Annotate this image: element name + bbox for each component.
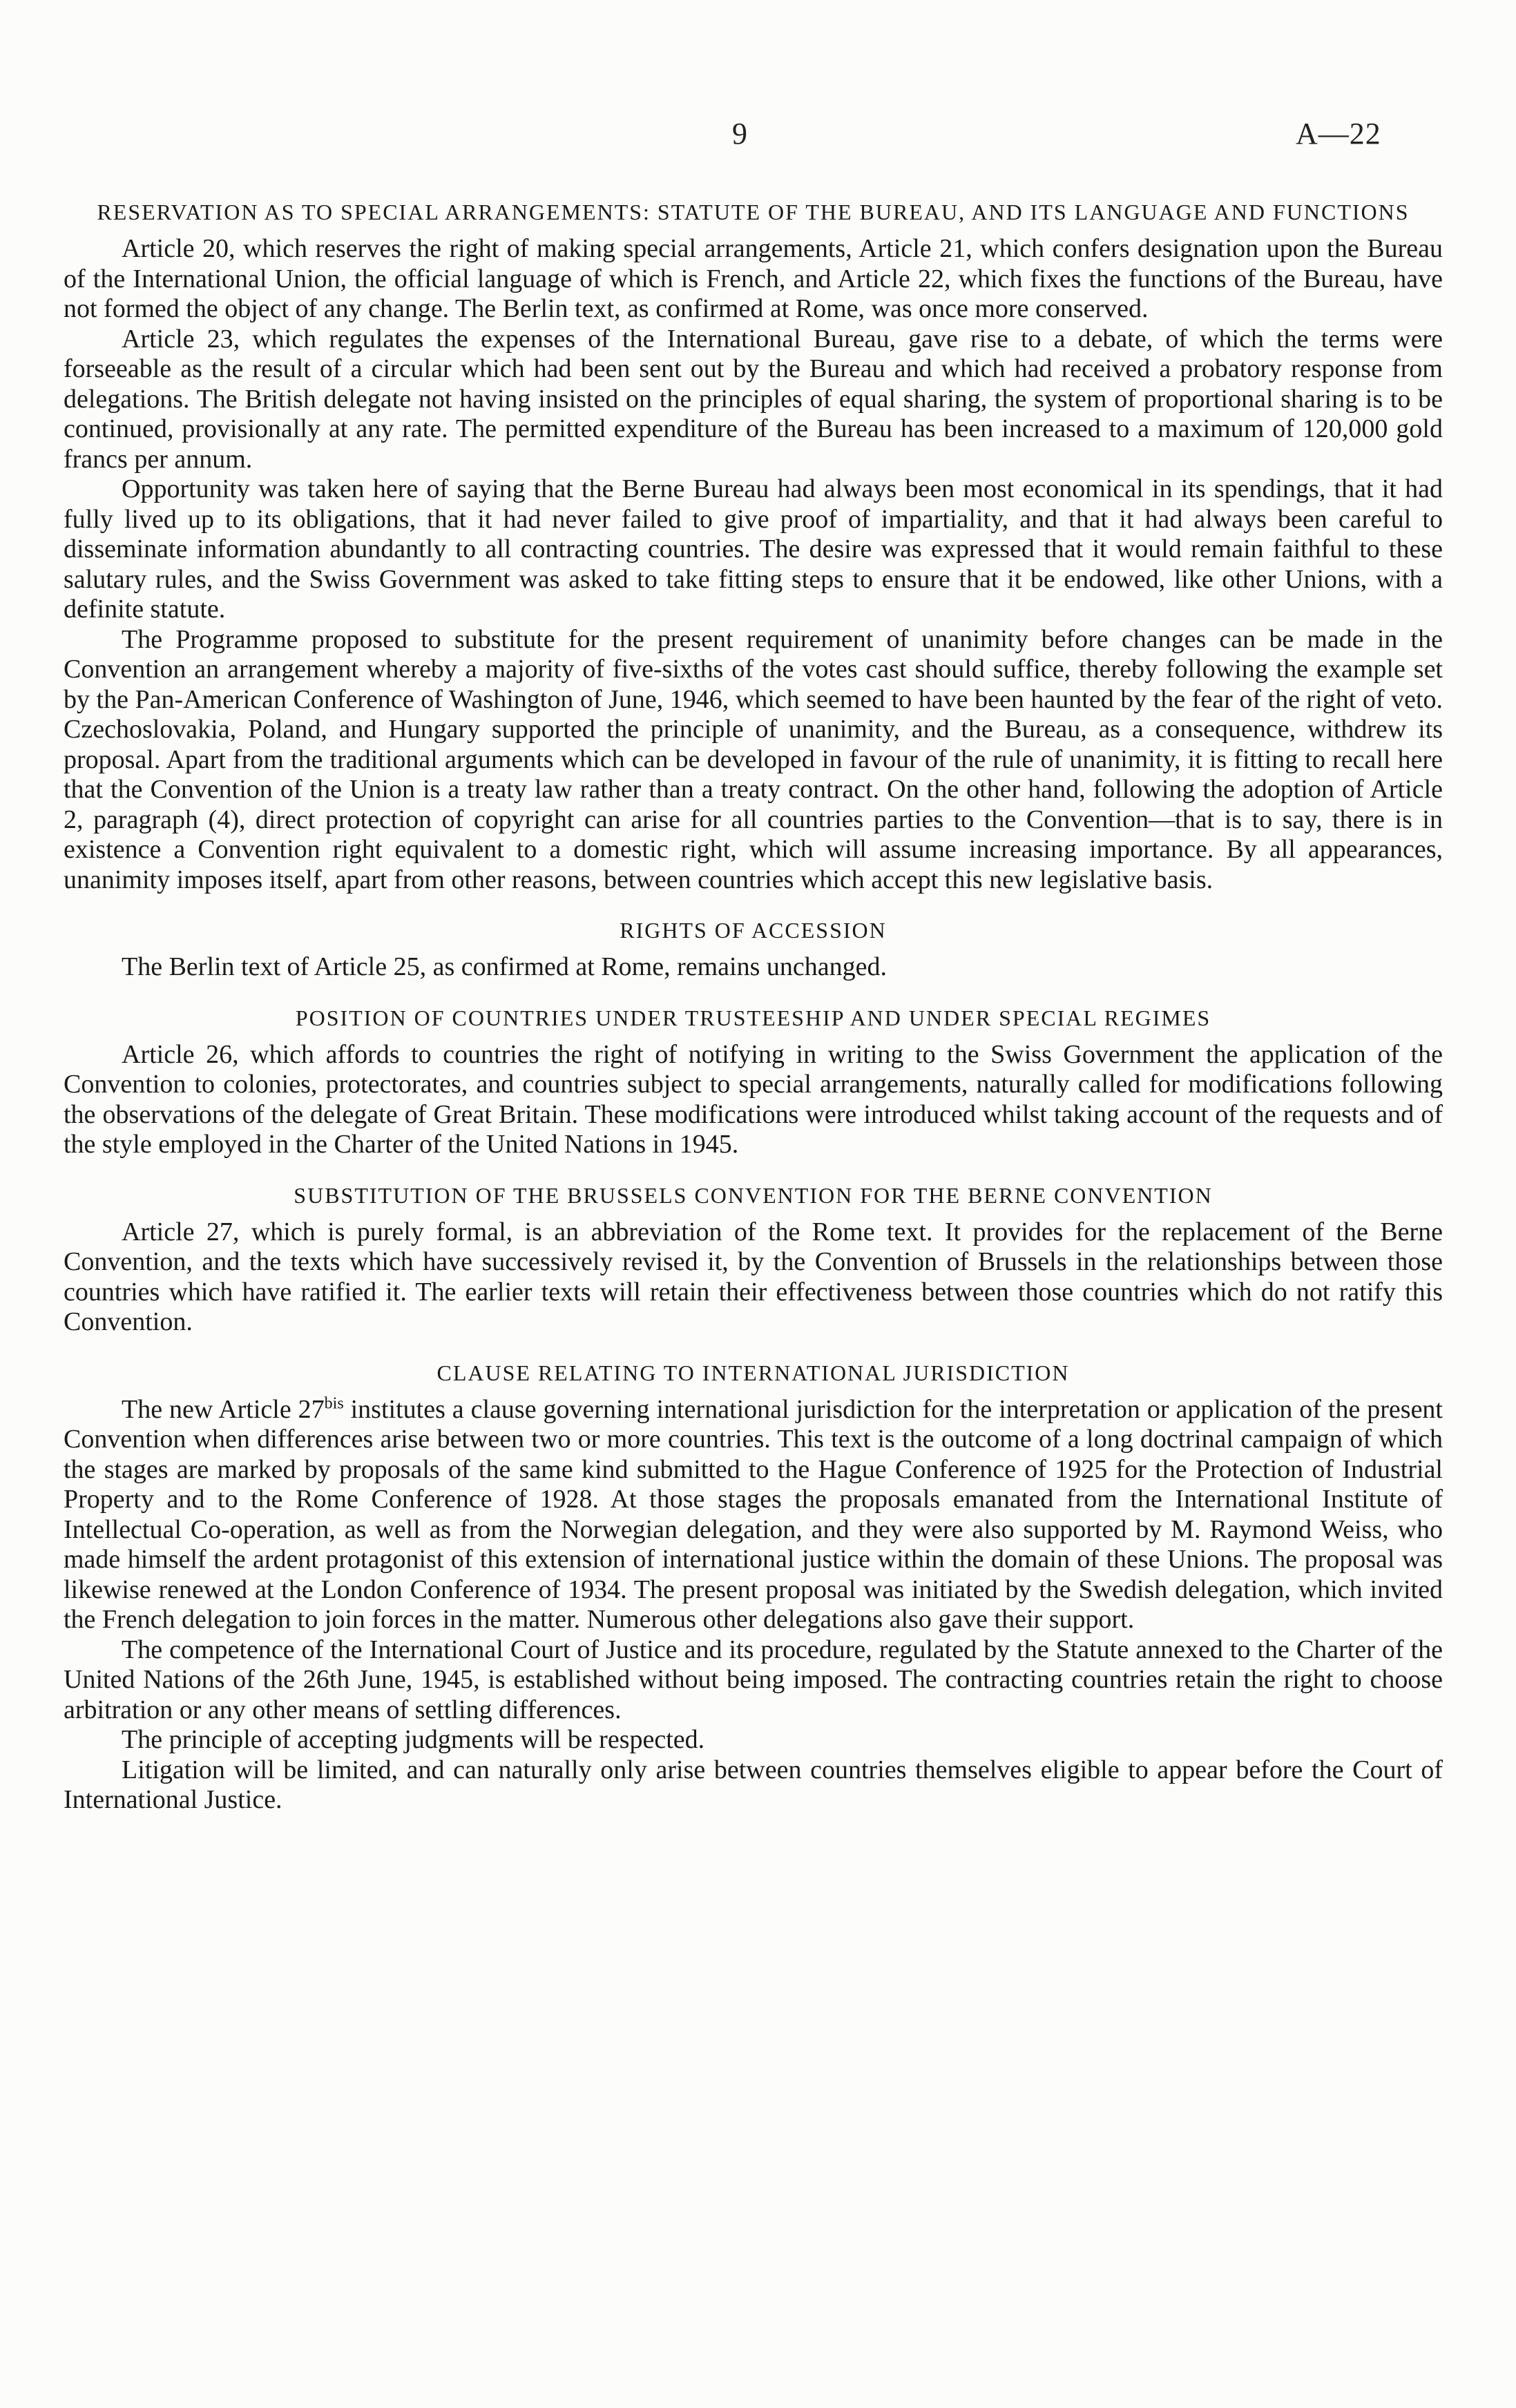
body-paragraph: Article 27, which is purely formal, is an abbreviation of the Rome text. It provides for the replacement of the Berne Convention, and the texts which have successively revised it, by the Convention of Brussels in the relationships between those countries which have ratified it. The earlier texts will retain their effectiveness between those countries which do not ratify this Convention. xyxy=(64,1217,1443,1336)
body-paragraph: Article 20, which reserves the right of making special arrangements, Article 21, which confers designation upon the Bureau of the International Union, the official language of which is French, and Article 22, which fixes the functions of the Bureau, have not formed the object of any change. The Berlin text, as confirmed at Rome, was once more conserved. xyxy=(64,234,1443,323)
document-section xyxy=(64,198,1443,895)
document-section xyxy=(64,916,1443,983)
document-body xyxy=(64,198,1443,1815)
section-heading: SUBSTITUTION OF THE BRUSSELS CONVENTION FOR THE BERNE CONVENTION xyxy=(294,1182,1213,1208)
document-section xyxy=(64,1003,1443,1160)
body-paragraph: The Berlin text of Article 25, as confirmed at Rome, remains unchanged. xyxy=(122,952,887,981)
section-heading: RESERVATION AS TO SPECIAL ARRANGEMENTS: STATUTE OF THE BUREAU, AND ITS LANGUAGE AND FUNCTIONS xyxy=(97,200,1410,224)
body-paragraph: Opportunity was taken here of saying that the Berne Bureau had always been most economical in its spendings, that it had fully lived up to its obligations, that it had never failed to give proof of impartiality, and that it had always been careful to disseminate information abundantly to all contracting countries. The desire was expressed that it would remain faithful to these salutary rules, and the Swiss Government was asked to take fitting steps to ensure that it be endowed, like other Unions, with a definite statute. xyxy=(64,474,1443,624)
body-paragraph: Article 26, which affords to countries the right of notifying in writing to the Swiss Government the application of the Convention to colonies, protectorates, and countries subject to special arrangements, naturally called for modifications following the observations of the delegate of Great Britain. These modifications were introduced whilst taking account of the requests and of the style employed in the Charter of the United Nations in 1945. xyxy=(64,1039,1443,1159)
section-heading: POSITION OF COUNTRIES UNDER TRUSTEESHIP AND UNDER SPECIAL REGIMES xyxy=(295,1005,1211,1030)
body-paragraph: The principle of accepting judgments will be respected. xyxy=(122,1725,705,1754)
page-code: A—22 xyxy=(1296,117,1381,151)
document-section xyxy=(64,1181,1443,1338)
body-paragraph: The competence of the International Court of Justice and its procedure, regulated by the Statute annexed to the Charter of the United Nations of the 26th June, 1945, is established without being imposed. The contracting countries retain the right to choose arbitration or any other means of settling differences. xyxy=(64,1635,1443,1724)
body-paragraph: The Programme proposed to substitute for the present requirement of unanimity before changes can be made in the Convention an arrangement whereby a majority of five-sixths of the votes cast should suffice, thereby following the example set by the Pan-American Conference of Washington of June, 1946, which seemed to have been haunted by the fear of the right of veto. Czechoslovakia, Poland, and Hungary supported the principle of unanimity, and the Bureau, as a consequence, withdrew its proposal. Apart from the traditional arguments which can be developed in favour of the rule of unanimity, it is fitting to recall here that the Convention of the Union is a treaty law rather than a treaty contract. On the other hand, following the adoption of Article 2, paragraph (4), direct protection of copyright can arise for all countries parties to the Convention—that is to say, there is in existence a Convention right equivalent to a domestic right, which will assume increasing importance. By all appearances, unanimity imposes itself, apart from other reasons, between countries which accept this new legislative basis. xyxy=(64,624,1443,894)
body-paragraph: Article 23, which regulates the expenses of the International Bureau, gave rise to a debate, of which the terms were forseeable as the result of a circular which had been sent out by the Bureau and which had received a probatory response from delegations. The British delegate not having insisted on the principles of equal sharing, the system of proportional sharing is to be continued, provisionally at any rate. The permitted expenditure of the Bureau has been increased to a maximum of 120,000 gold francs per annum. xyxy=(64,324,1443,474)
section-heading: CLAUSE RELATING TO INTERNATIONAL JURISDICTION xyxy=(436,1360,1070,1385)
body-paragraph: Litigation will be limited, and can naturally only arise between countries themselves eligible to appear before the Court of International Justice. xyxy=(64,1755,1443,1814)
page-number: 9 xyxy=(732,117,747,151)
document-section xyxy=(64,1358,1443,1815)
body-paragraph: The new Article $27^{bis}$ institutes a clause governing international jurisdiction for the interpretation or application of the present Convention when differences arise between two or more countries. This text is the outcome of a long doctrinal campaign of which the stages are marked by proposals of the same kind submitted to the Hague Conference of 1925 for the Protection of Industrial Property and to the Rome Conference of 1928. At those stages the proposals emanated from the International Institute of Intellectual Co-operation, as well as from the Norwegian delegation, and they were also supported by M. Raymond Weiss, who made himself the ardent protagonist of this extension of international justice within the domain of these Unions. The proposal was likewise renewed at the London Conference of 1934. The present proposal was initiated by the Swedish delegation, which invited the French delegation to join forces in the matter. Numerous other delegations also gave their support. xyxy=(64,1394,1443,1634)
section-heading: RIGHTS OF ACCESSION xyxy=(620,918,887,943)
